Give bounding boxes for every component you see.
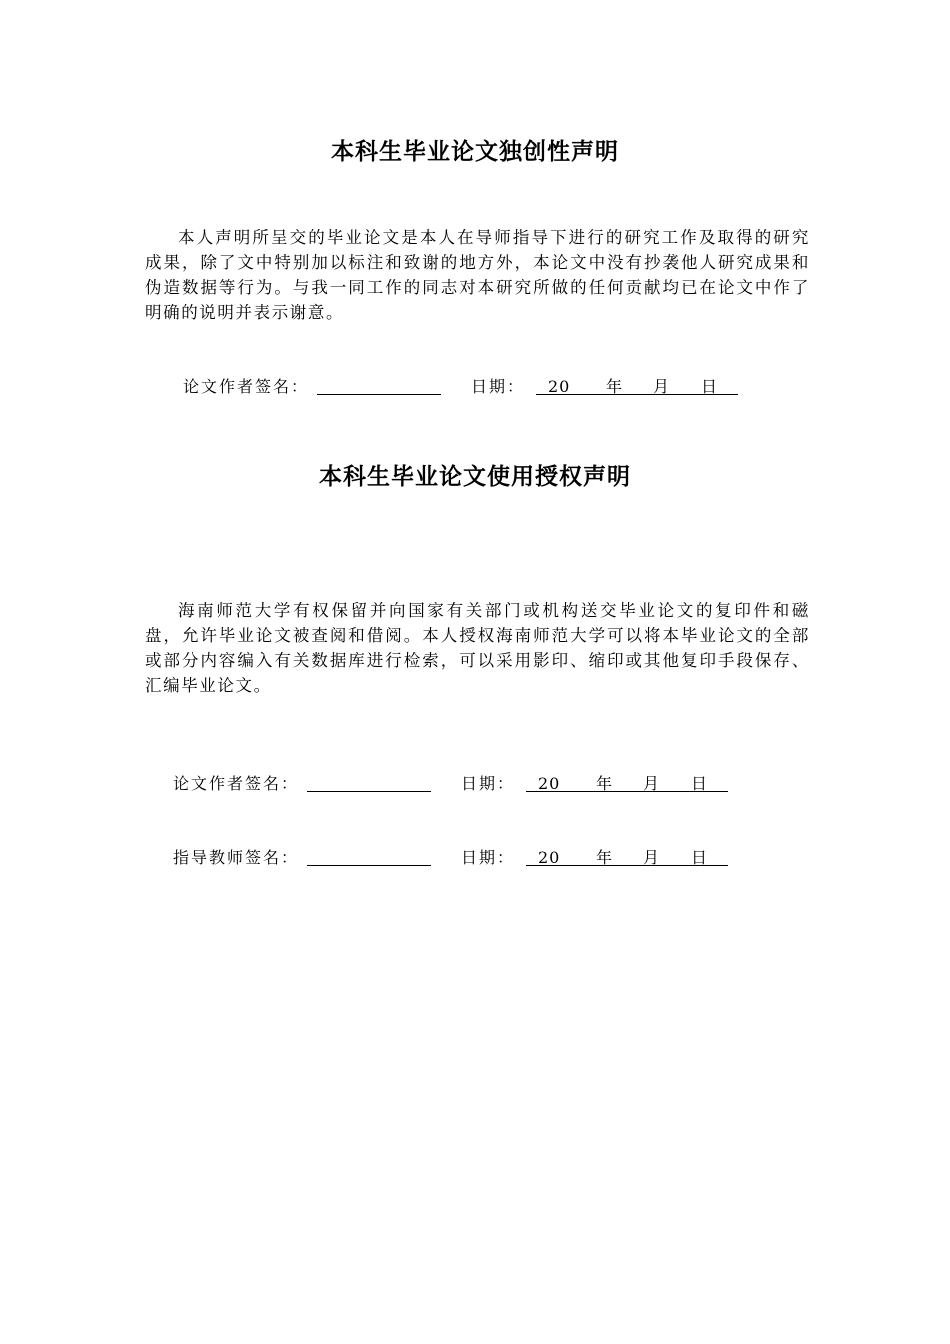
date-label: 日期： <box>461 774 516 793</box>
author-signature-field[interactable] <box>307 773 431 792</box>
day-label: 日 <box>701 377 719 396</box>
author-signature-field[interactable] <box>317 376 441 395</box>
year-label: 年 <box>596 848 614 867</box>
authorization-advisor-signature-row <box>173 847 733 869</box>
month-label: 月 <box>653 377 671 396</box>
advisor-signature-label: 指导教师签名： <box>173 848 300 867</box>
month-label: 月 <box>643 774 661 793</box>
year-prefix: 20 <box>538 848 561 867</box>
year-prefix: 20 <box>538 774 561 793</box>
authorization-declaration-paragraph: 海南师范大学有权保留并向国家有关部门或机构送交毕业论文的复印件和磁盘，允许毕业论文被查阅和借阅。本人授权海南师范大学可以将本毕业论文的全部或部分内容编入有关数据库进行检索，可以采用影印、缩印或其他复印手段保存、汇编毕业论文。 <box>145 601 810 695</box>
year-label: 年 <box>596 774 614 793</box>
authorization-declaration-title: 本科生毕业论文使用授权声明 <box>319 464 631 490</box>
date-label: 日期： <box>471 377 526 396</box>
author-signature-label: 论文作者签名： <box>173 774 300 793</box>
advisor-signature-field[interactable] <box>307 847 431 866</box>
month-label: 月 <box>643 848 661 867</box>
day-label: 日 <box>691 774 709 793</box>
originality-signature-row <box>183 376 743 398</box>
date-label: 日期： <box>461 848 516 867</box>
year-prefix: 20 <box>548 377 571 396</box>
originality-declaration-title: 本科生毕业论文独创性声明 <box>331 139 619 165</box>
year-label: 年 <box>606 377 624 396</box>
authorization-author-signature-row <box>173 773 733 795</box>
day-label: 日 <box>691 848 709 867</box>
originality-declaration-paragraph: 本人声明所呈交的毕业论文是本人在导师指导下进行的研究工作及取得的研究成果，除了文中特别加以标注和致谢的地方外，本论文中没有抄袭他人研究成果和伪造数据等行为。与我一同工作的同志对本研究所做的任何贡献均已在论文中作了明确的说明并表示谢意。 <box>145 228 810 322</box>
author-signature-label: 论文作者签名： <box>183 377 310 396</box>
